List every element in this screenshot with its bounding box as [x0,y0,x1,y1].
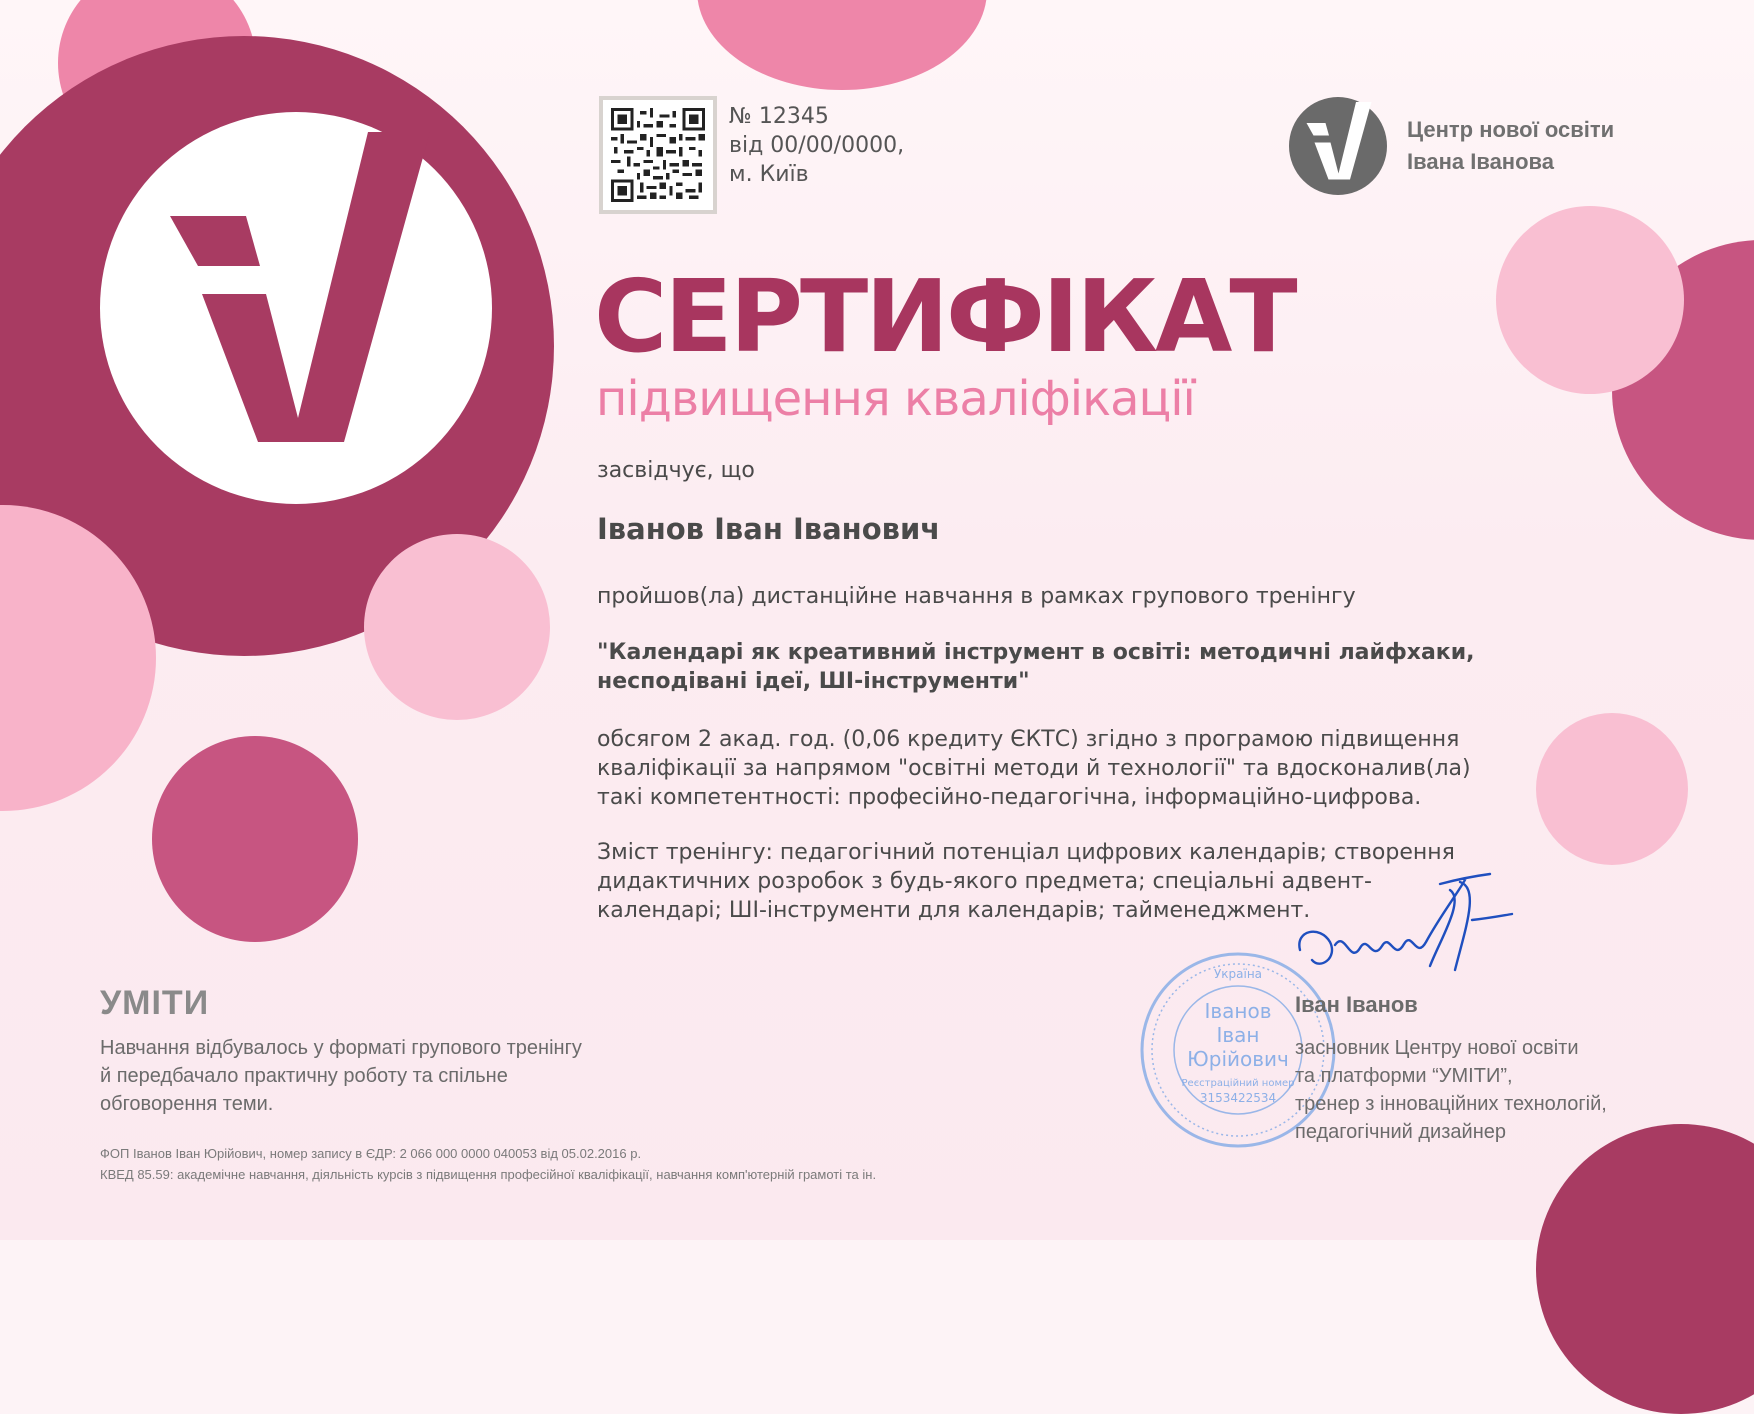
decor-circle [1536,713,1688,865]
course-title [597,638,1475,696]
stamp-reg-label: Реєстраційний номер [1181,1078,1295,1089]
signer-role-line1: засновник Центру нової освіти [1295,1037,1579,1059]
decor-circle [152,736,358,942]
legal-line2: КВЕД 85.59: академічне навчання, діяльність курсів з підвищення професійної кваліфікації, навчання комп'ютерній грамоті та ін. [100,1167,877,1182]
stamp-name-line2: Іван [1216,1023,1260,1047]
decor-circle [1496,206,1684,394]
stamp-name-line3: Юрійович [1187,1047,1289,1071]
qr-code-icon[interactable] [599,96,717,214]
signature-image [1290,870,1530,1000]
content-line2: дидактичних розробок з будь-якого предмета; спеціальні адвент- [597,869,1372,894]
legal-line1: ФОП Іванов Іван Юрійович, номер запису в ЄДР: 2 066 000 0000 040053 від 05.02.2016 р. [100,1146,642,1161]
signer-name: Іван Іванов [1295,992,1418,1017]
completed-text: пройшов(ла) дистанційне навчання в рамках групового тренінгу [597,584,1356,609]
volume-line3: такі компетентності: професійно-педагогічна, інформаційно-цифрова. [597,785,1422,810]
signer-role [1295,1034,1607,1146]
content-line3: календарі; ШІ-інструменти для календарів; тайменеджмент. [597,898,1311,923]
org-logo-line2: Івана Іванова [1407,149,1554,174]
certificate-title: СЕРТИФІКАТ [594,258,1295,375]
document-number: № 12345 [729,104,829,129]
recipient-name: Іванов Іван Іванович [597,512,941,546]
stamp-reg-number: 3153422534 [1199,1091,1277,1105]
platform-desc-line3: обговорення теми. [100,1093,274,1115]
platform-name: УМІТИ [100,984,210,1022]
course-title-line1: "Календарі як креативний інструмент в освіті: методичні лайфхаки, [597,640,1475,665]
org-logo [1289,97,1614,195]
document-city: м. Київ [729,162,809,187]
stamp-country: Україна [1213,967,1263,981]
document-number-block [729,102,904,189]
stamp-name-line1: Іванов [1204,999,1272,1023]
content-line1: Зміст тренінгу: педагогічний потенціал цифрових календарів; створення [597,840,1455,865]
legal-info [100,1143,876,1185]
org-logo-line1: Центр нової освіти [1407,117,1615,142]
signer-role-line2: та платформи “УМІТИ”, [1295,1065,1513,1087]
signer-role-line4: педагогічний дизайнер [1295,1121,1506,1143]
volume-line2: кваліфікації за напрямом "освітні методи й технології" та вдосконалив(ла) [597,756,1471,781]
org-logo-text [1407,114,1614,178]
decor-circle [364,534,550,720]
certificate-subtitle: підвищення кваліфікації [596,371,1195,427]
org-logo-icon [1289,97,1387,195]
document-date: від 00/00/0000, [729,133,905,158]
platform-desc-line2: й передбачало практичну роботу та спільне [100,1065,508,1087]
volume-line1: обсягом 2 акад. год. (0,06 кредиту ЄКТС) згідно з програмою підвищення [597,727,1460,752]
platform-desc-line1: Навчання відбувалось у форматі групового тренінгу [100,1037,582,1059]
course-title-line2: несподівані ідеї, ШІ-інструменти" [597,669,1030,694]
brand-logo-icon [100,112,492,504]
volume-text [597,725,1471,812]
certifies-text: засвідчує, що [597,458,755,483]
platform-description [100,1034,660,1118]
signer-role-line3: тренер з інноваційних технологій, [1295,1093,1607,1115]
